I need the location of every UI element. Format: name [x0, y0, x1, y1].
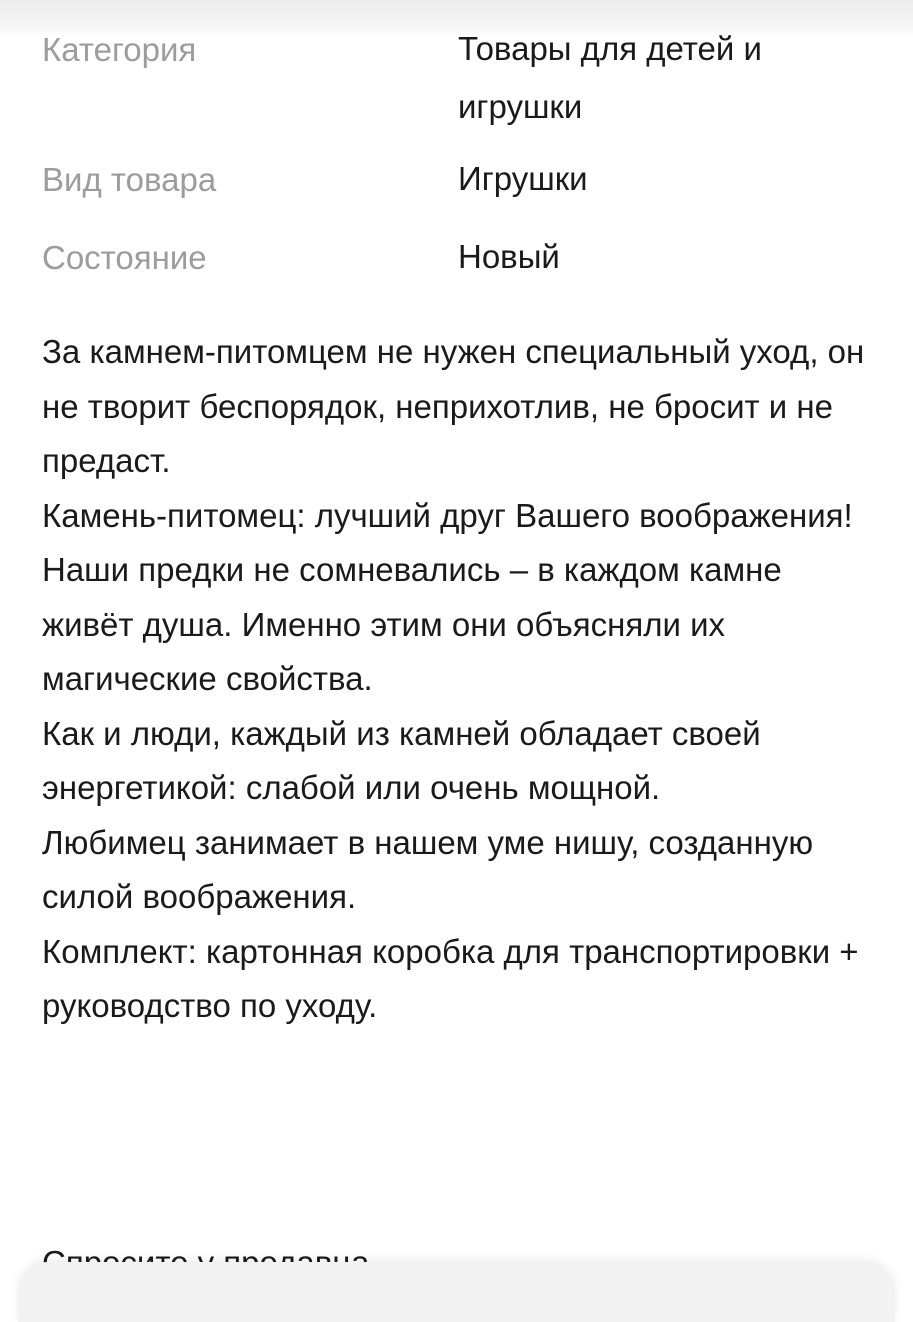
param-value-category: Товары для детей и игрушки — [458, 30, 762, 125]
param-label-category: Категория — [42, 31, 197, 68]
param-label-condition: Состояние — [42, 239, 207, 276]
param-value-condition: Новый — [458, 238, 560, 275]
param-row-category — [42, 20, 882, 150]
param-row-item-type — [42, 150, 882, 228]
description-paragraph: Комплект: картонная коробка для транспортировки + руководство по уходу. — [42, 932, 859, 1024]
param-row-condition — [42, 228, 882, 306]
description-paragraph: Как и люди, каждый из камней обладает своей энергетикой: слабой или очень мощной. — [42, 714, 761, 806]
item-parameters — [42, 20, 882, 306]
item-description — [42, 325, 882, 1034]
param-label-item-type: Вид товара — [42, 161, 217, 198]
description-paragraph: Камень-питомец: лучший друг Вашего воображения! — [42, 496, 853, 534]
description-paragraph: Наши предки не сомневались – в каждом камне живёт душа. Именно этим они объясняли их магические свойства. — [42, 551, 782, 697]
param-value-item-type: Игрушки — [458, 160, 588, 197]
bottom-sheet-panel[interactable] — [18, 1262, 895, 1322]
description-paragraph: Любимец занимает в нашем уме нишу, созданную силой воображения. — [42, 823, 814, 915]
description-paragraph: За камнем-питомцем не нужен специальный уход, он не творит беспорядок, неприхотлив, не бросит и не предаст. — [42, 333, 865, 479]
